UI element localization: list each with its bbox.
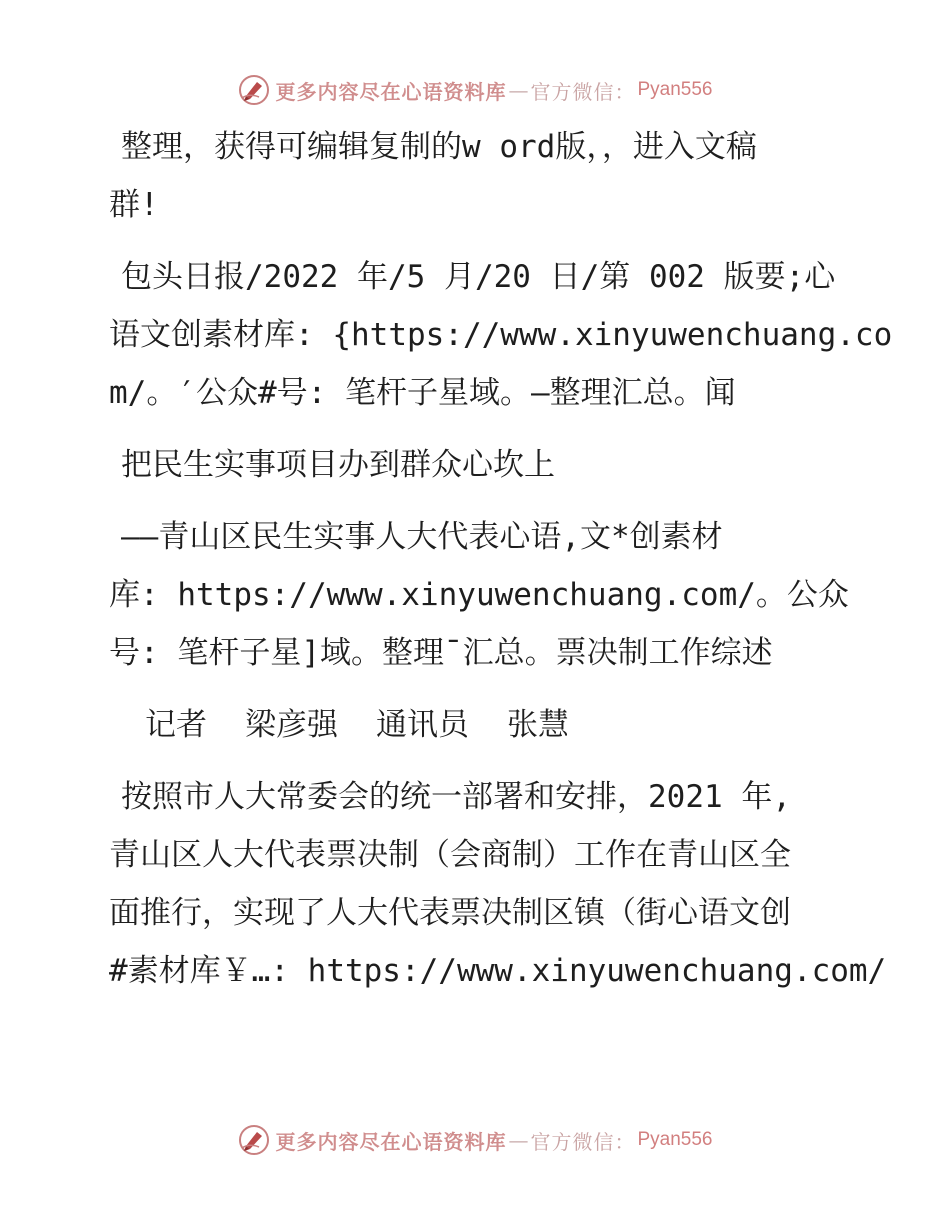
text-line: 包头日报/2022 年/5 月/20 日/第 002 版要;心 [121, 259, 836, 295]
byline-role-correspondent: 通讯员 [376, 707, 469, 743]
text-line: 语文创素材库: {https://www.xinyuwenchuang.co [109, 317, 893, 353]
banner-slogan: 更多内容尽在心语资料库 [275, 1129, 507, 1154]
article-title [97, 436, 857, 494]
banner-contact-label: 官方微信： [530, 1129, 636, 1154]
banner-contact-id: Pyan556 [637, 79, 713, 100]
text-line: 青山区人大代表票决制（会商制）工作在青山区全 [109, 837, 791, 873]
text-line: 群! [109, 187, 159, 223]
byline-reporter-name: 梁彦强 [245, 707, 338, 743]
banner-separator: — [508, 1128, 529, 1152]
byline-correspondent-name: 张慧 [507, 707, 569, 743]
pen-nib-icon [237, 1123, 271, 1157]
text-line: #素材库￥…: https://www.xinyuwenchuang.com/ [109, 953, 887, 989]
paragraph-1 [97, 118, 857, 234]
footer-banner [0, 1120, 950, 1160]
header-banner [0, 70, 950, 110]
paragraph-2 [97, 248, 893, 422]
text-line: 整理，获得可编辑复制的w ord版，，进入文稿 [121, 129, 757, 165]
text-line: ——青山区民生实事人大代表心语,文*创素材 [121, 519, 723, 555]
banner-separator: — [508, 78, 529, 102]
text-line: 库: https://www.xinyuwenchuang.com/。公众 [109, 577, 849, 613]
paragraph-body [97, 768, 887, 1000]
text-line: 把民生实事项目办到群众心坎上 [121, 447, 555, 483]
banner-contact-id: Pyan556 [637, 1129, 713, 1150]
article-subtitle [97, 508, 857, 682]
text-line: m/。′公众#号: 笔杆子星域。—整理汇总。闻 [109, 375, 736, 411]
text-line: 号: 笔杆子星]域。整理¯汇总。票决制工作综述 [109, 635, 773, 671]
document-body [97, 118, 893, 1014]
text-line: 面推行，实现了人大代表票决制区镇（街心语文创 [109, 895, 791, 931]
byline [97, 696, 857, 754]
pen-nib-icon [237, 73, 271, 107]
byline-role-reporter: 记者 [145, 707, 207, 743]
text-line: 按照市人大常委会的统一部署和安排，2021 年, [121, 779, 791, 815]
banner-slogan: 更多内容尽在心语资料库 [275, 79, 507, 104]
byline-line [109, 696, 595, 754]
banner-contact-label: 官方微信： [530, 79, 636, 104]
